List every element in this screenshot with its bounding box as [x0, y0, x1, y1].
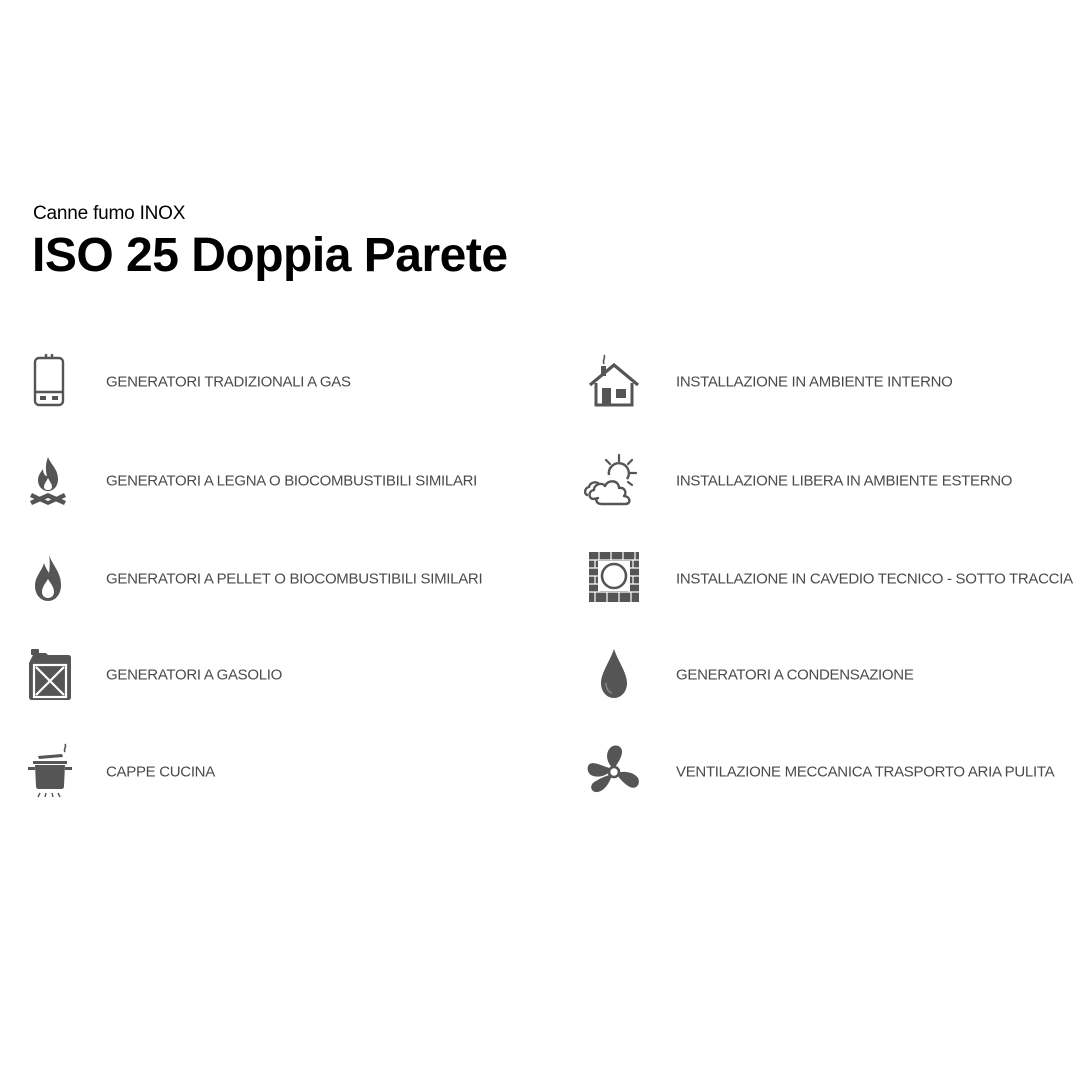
product-category: Canne fumo INOX [33, 203, 186, 224]
feature-label: INSTALLAZIONE IN CAVEDIO TECNICO - SOTTO TRACCIA [676, 570, 1073, 588]
campfire-icon [18, 451, 78, 511]
page-title: ISO 25 Doppia Parete [32, 229, 508, 282]
feature-label: CAPPE CUCINA [106, 763, 215, 781]
feature-label: INSTALLAZIONE IN AMBIENTE INTERNO [676, 373, 953, 391]
boiler-icon [18, 352, 78, 412]
flame-icon [18, 549, 78, 609]
water-drop-icon [584, 645, 644, 705]
brick-shaft-icon [584, 549, 644, 609]
sun-cloud-icon [584, 451, 644, 511]
feature-label: GENERATORI A PELLET O BIOCOMBUSTIBILI SIMILARI [106, 570, 483, 588]
jerrycan-icon [18, 645, 78, 705]
fan-icon [584, 742, 644, 802]
cooking-pot-icon [18, 742, 78, 802]
feature-label: GENERATORI A LEGNA O BIOCOMBUSTIBILI SIMILARI [106, 472, 478, 490]
house-icon [584, 352, 644, 412]
feature-label: GENERATORI A GASOLIO [106, 666, 282, 684]
feature-label: GENERATORI TRADIZIONALI A GAS [106, 373, 351, 391]
feature-label: INSTALLAZIONE LIBERA IN AMBIENTE ESTERNO [676, 472, 1013, 490]
feature-label: VENTILAZIONE MECCANICA TRASPORTO ARIA PULITA [676, 763, 1055, 781]
feature-label: GENERATORI A CONDENSAZIONE [676, 666, 914, 684]
